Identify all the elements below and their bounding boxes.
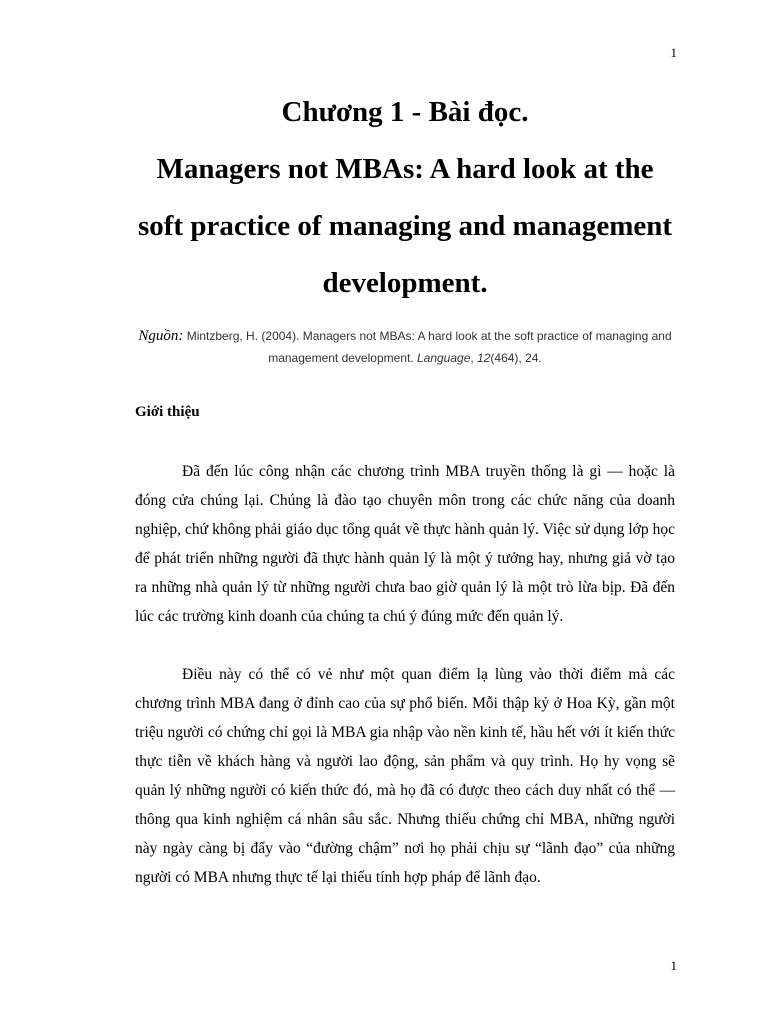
article-title: Managers not MBAs: A hard look at the soft practice of managing and management development. (137, 153, 673, 299)
footer-page-number: 1 (670, 958, 677, 973)
paragraph-1: Đã đến lúc công nhận các chương trình MBA truyền thống là gì — hoặc là đóng cửa chúng lại. Chúng là đào tạo chuyên môn trong các chức năng của doanh nghiệp, chứ không phải giáo dục tổng quát về thực hành quản lý. Việc sử dụng lớp học để phát triển những người đã thực hành quản lý là một ý tưởng hay, nhưng giả vờ tạo ra những nhà quản lý từ những người chưa bao giờ quản lý là một trò lừa bịp. Đã đến lúc các trường kinh doanh của chúng ta chú ý đúng mức đến quản lý. (135, 463, 675, 625)
section-heading: Giới thiệu (135, 404, 200, 420)
source-label: Nguồn: (138, 328, 184, 344)
header-page-number: 1 (670, 45, 677, 60)
source-issue-pages: (464), 24. (490, 351, 542, 365)
source-citation (135, 325, 675, 369)
source-separator: , (470, 351, 478, 365)
source-volume: 12 (477, 351, 491, 365)
source-citation-text: Mintzberg, H. (2004). Managers not MBAs: A hard look at the soft practice of managing and management development. (186, 329, 672, 365)
chapter-title: Chương 1 - Bài đọc. (281, 96, 529, 128)
source-journal: Language (416, 351, 471, 365)
paragraph-2: Điều này có thể có vẻ như một quan điểm lạ lùng vào thời điểm mà các chương trình MBA đang ở đỉnh cao của sự phổ biến. Mỗi thập kỷ ở Hoa Kỳ, gần một triệu người có chứng chỉ gọi là MBA gia nhập vào nền kinh tế, hầu hết với ít kiến thức thực tiễn về khách hàng và người lao động, sản phẩm và quy trình. Họ hy vọng sẽ quản lý những người có kiến thức đó, mà họ đã có được theo cách duy nhất có thể — thông qua kinh nghiệm cá nhân sâu sắc. Nhưng thiếu chứng chỉ MBA, những người này ngày càng bị đẩy vào “đường chậm” nơi họ phải chịu sự “lãnh đạo” của những người có MBA nhưng thực tế lại thiếu tính hợp pháp để lãnh đạo. (135, 666, 675, 886)
document-body (135, 92, 675, 892)
